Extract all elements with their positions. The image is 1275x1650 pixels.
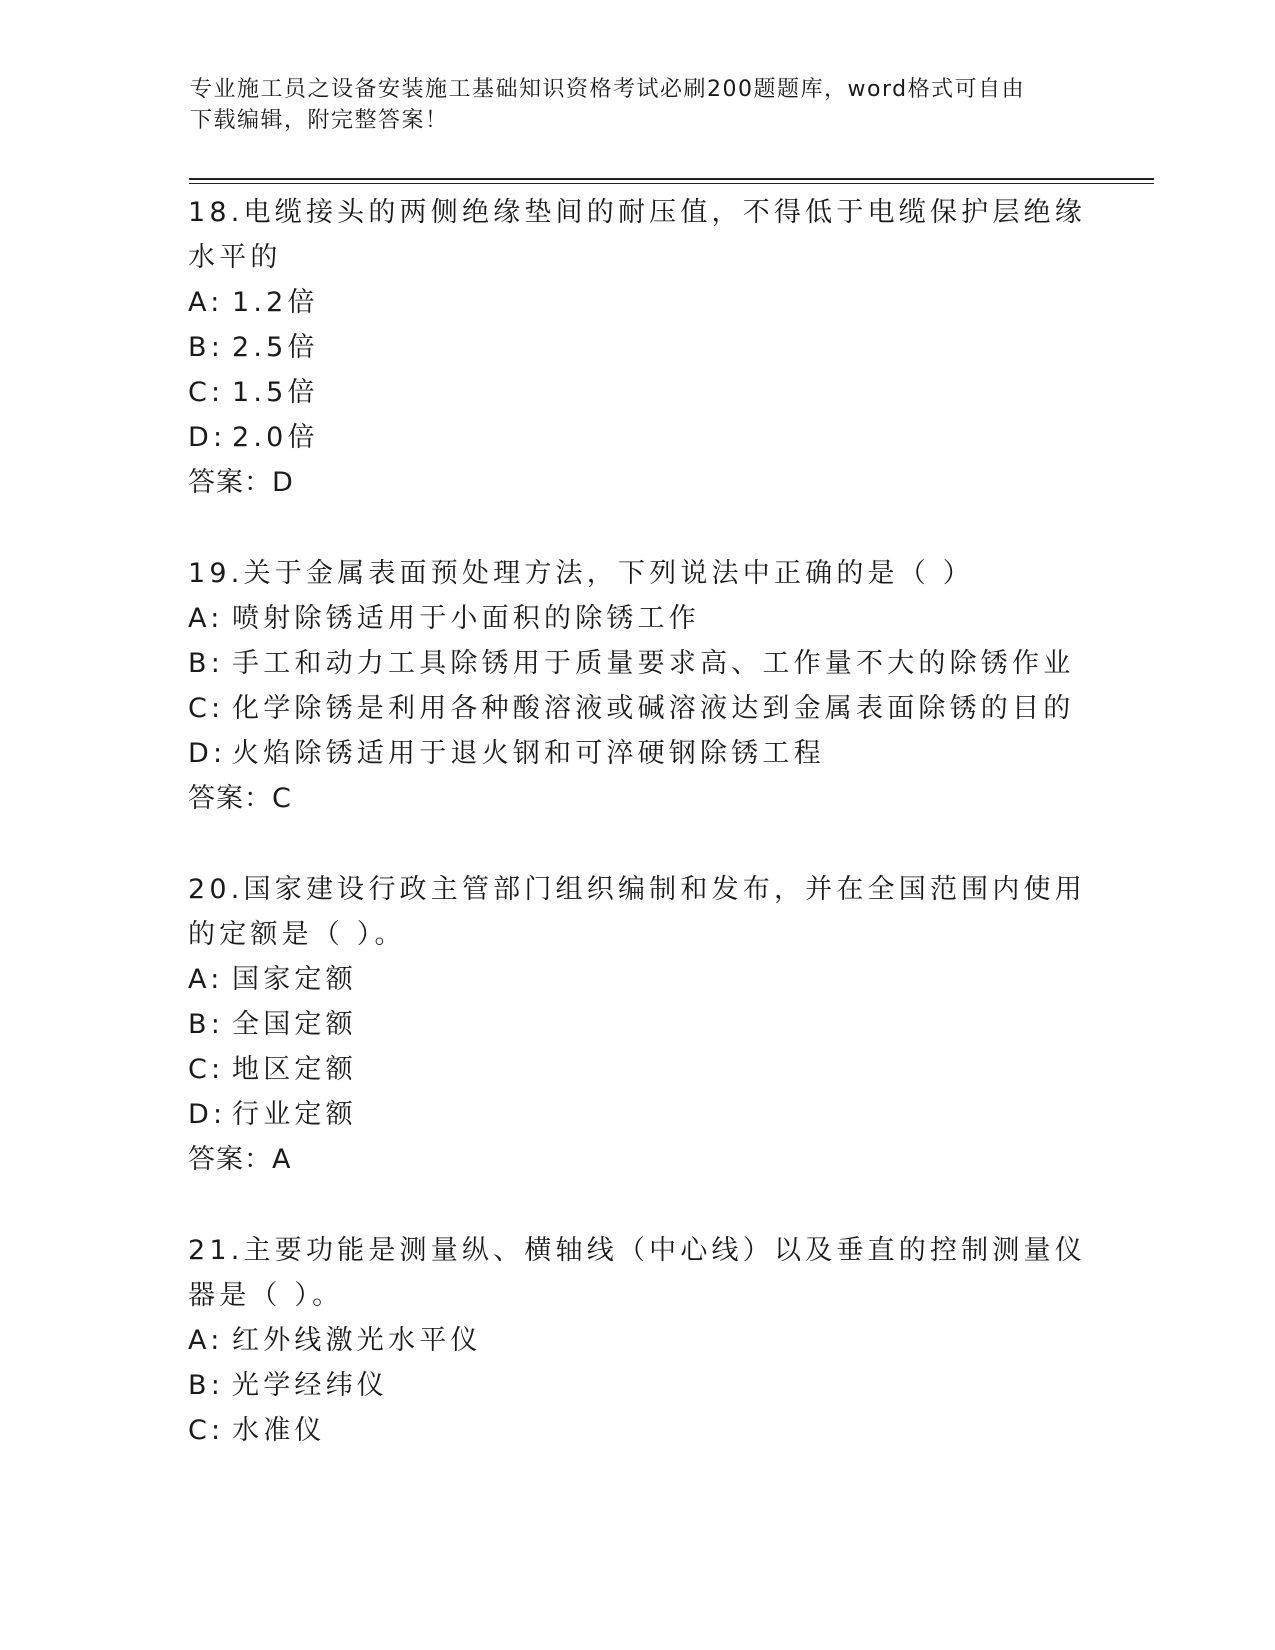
header-divider-thin	[189, 183, 1154, 184]
option-c	[188, 686, 1088, 731]
option-text: 1.2倍	[232, 287, 319, 318]
option-key: A:	[188, 603, 224, 634]
question-19	[188, 549, 1088, 821]
option-key: C:	[188, 693, 225, 724]
option-c	[188, 370, 1088, 415]
option-key: B:	[188, 1370, 225, 1401]
question-20	[188, 865, 1088, 1182]
header-divider-thick	[189, 178, 1154, 180]
option-d	[188, 415, 1088, 460]
question-stem: 19.关于金属表面预处理方法，下列说法中正确的是（ ）	[188, 558, 974, 589]
option-key: A:	[188, 964, 224, 995]
option-key: C:	[188, 1054, 225, 1085]
option-d	[188, 1092, 1088, 1137]
option-key: B:	[188, 332, 225, 363]
option-a	[188, 1318, 1088, 1363]
option-key: D:	[188, 422, 227, 453]
option-b	[188, 325, 1088, 370]
option-text: 2.0倍	[232, 422, 319, 453]
question-21	[188, 1226, 1088, 1453]
option-text: 光学经纬仪	[232, 1370, 388, 1401]
option-text: 地区定额	[232, 1054, 357, 1085]
question-stem: 20.国家建设行政主管部门组织编制和发布，并在全国范围内使用的定额是（ ）。	[188, 874, 1086, 950]
option-b	[188, 641, 1088, 686]
document-header	[190, 74, 1090, 136]
option-c	[188, 1047, 1088, 1092]
question-stem: 18.电缆接头的两侧绝缘垫间的耐压值，不得低于电缆保护层绝缘水平的	[188, 197, 1086, 273]
option-d	[188, 731, 1088, 776]
option-text: 化学除锈是利用各种酸溶液或碱溶液达到金属表面除锈的目的	[232, 693, 1075, 724]
option-key: A:	[188, 287, 224, 318]
option-text: 水准仪	[232, 1415, 326, 1446]
header-line-2: 下载编辑，附完整答案！	[190, 108, 449, 133]
answer-line: 答案：A	[188, 1144, 292, 1175]
option-key: B:	[188, 1009, 225, 1040]
option-text: 火焰除锈适用于退火钢和可淬硬钢除锈工程	[232, 738, 825, 769]
question-18	[188, 188, 1088, 505]
option-key: A:	[188, 1325, 224, 1356]
option-b	[188, 1363, 1088, 1408]
option-key: C:	[188, 377, 225, 408]
option-b	[188, 1002, 1088, 1047]
header-line-1: 专业施工员之设备安装施工基础知识资格考试必刷200题题库，word格式可自由	[190, 77, 1026, 102]
option-key: B:	[188, 648, 225, 679]
option-text: 喷射除锈适用于小面积的除锈工作	[232, 603, 700, 634]
option-a	[188, 280, 1088, 325]
answer-line: 答案：C	[188, 783, 292, 814]
option-text: 国家定额	[232, 964, 357, 995]
option-a	[188, 596, 1088, 641]
option-text: 行业定额	[232, 1099, 357, 1130]
question-stem: 21.主要功能是测量纵、横轴线（中心线）以及垂直的控制测量仪器是（ ）。	[188, 1235, 1086, 1311]
option-key: C:	[188, 1415, 225, 1446]
option-a	[188, 957, 1088, 1002]
option-text: 1.5倍	[232, 377, 319, 408]
option-text: 手工和动力工具除锈用于质量要求高、工作量不大的除锈作业	[232, 648, 1075, 679]
question-list	[188, 188, 1088, 1497]
option-text: 红外线激光水平仪	[232, 1325, 482, 1356]
option-key: D:	[188, 738, 227, 769]
option-text: 全国定额	[232, 1009, 357, 1040]
option-key: D:	[188, 1099, 227, 1130]
answer-line: 答案：D	[188, 467, 294, 498]
option-text: 2.5倍	[232, 332, 319, 363]
option-c	[188, 1408, 1088, 1453]
